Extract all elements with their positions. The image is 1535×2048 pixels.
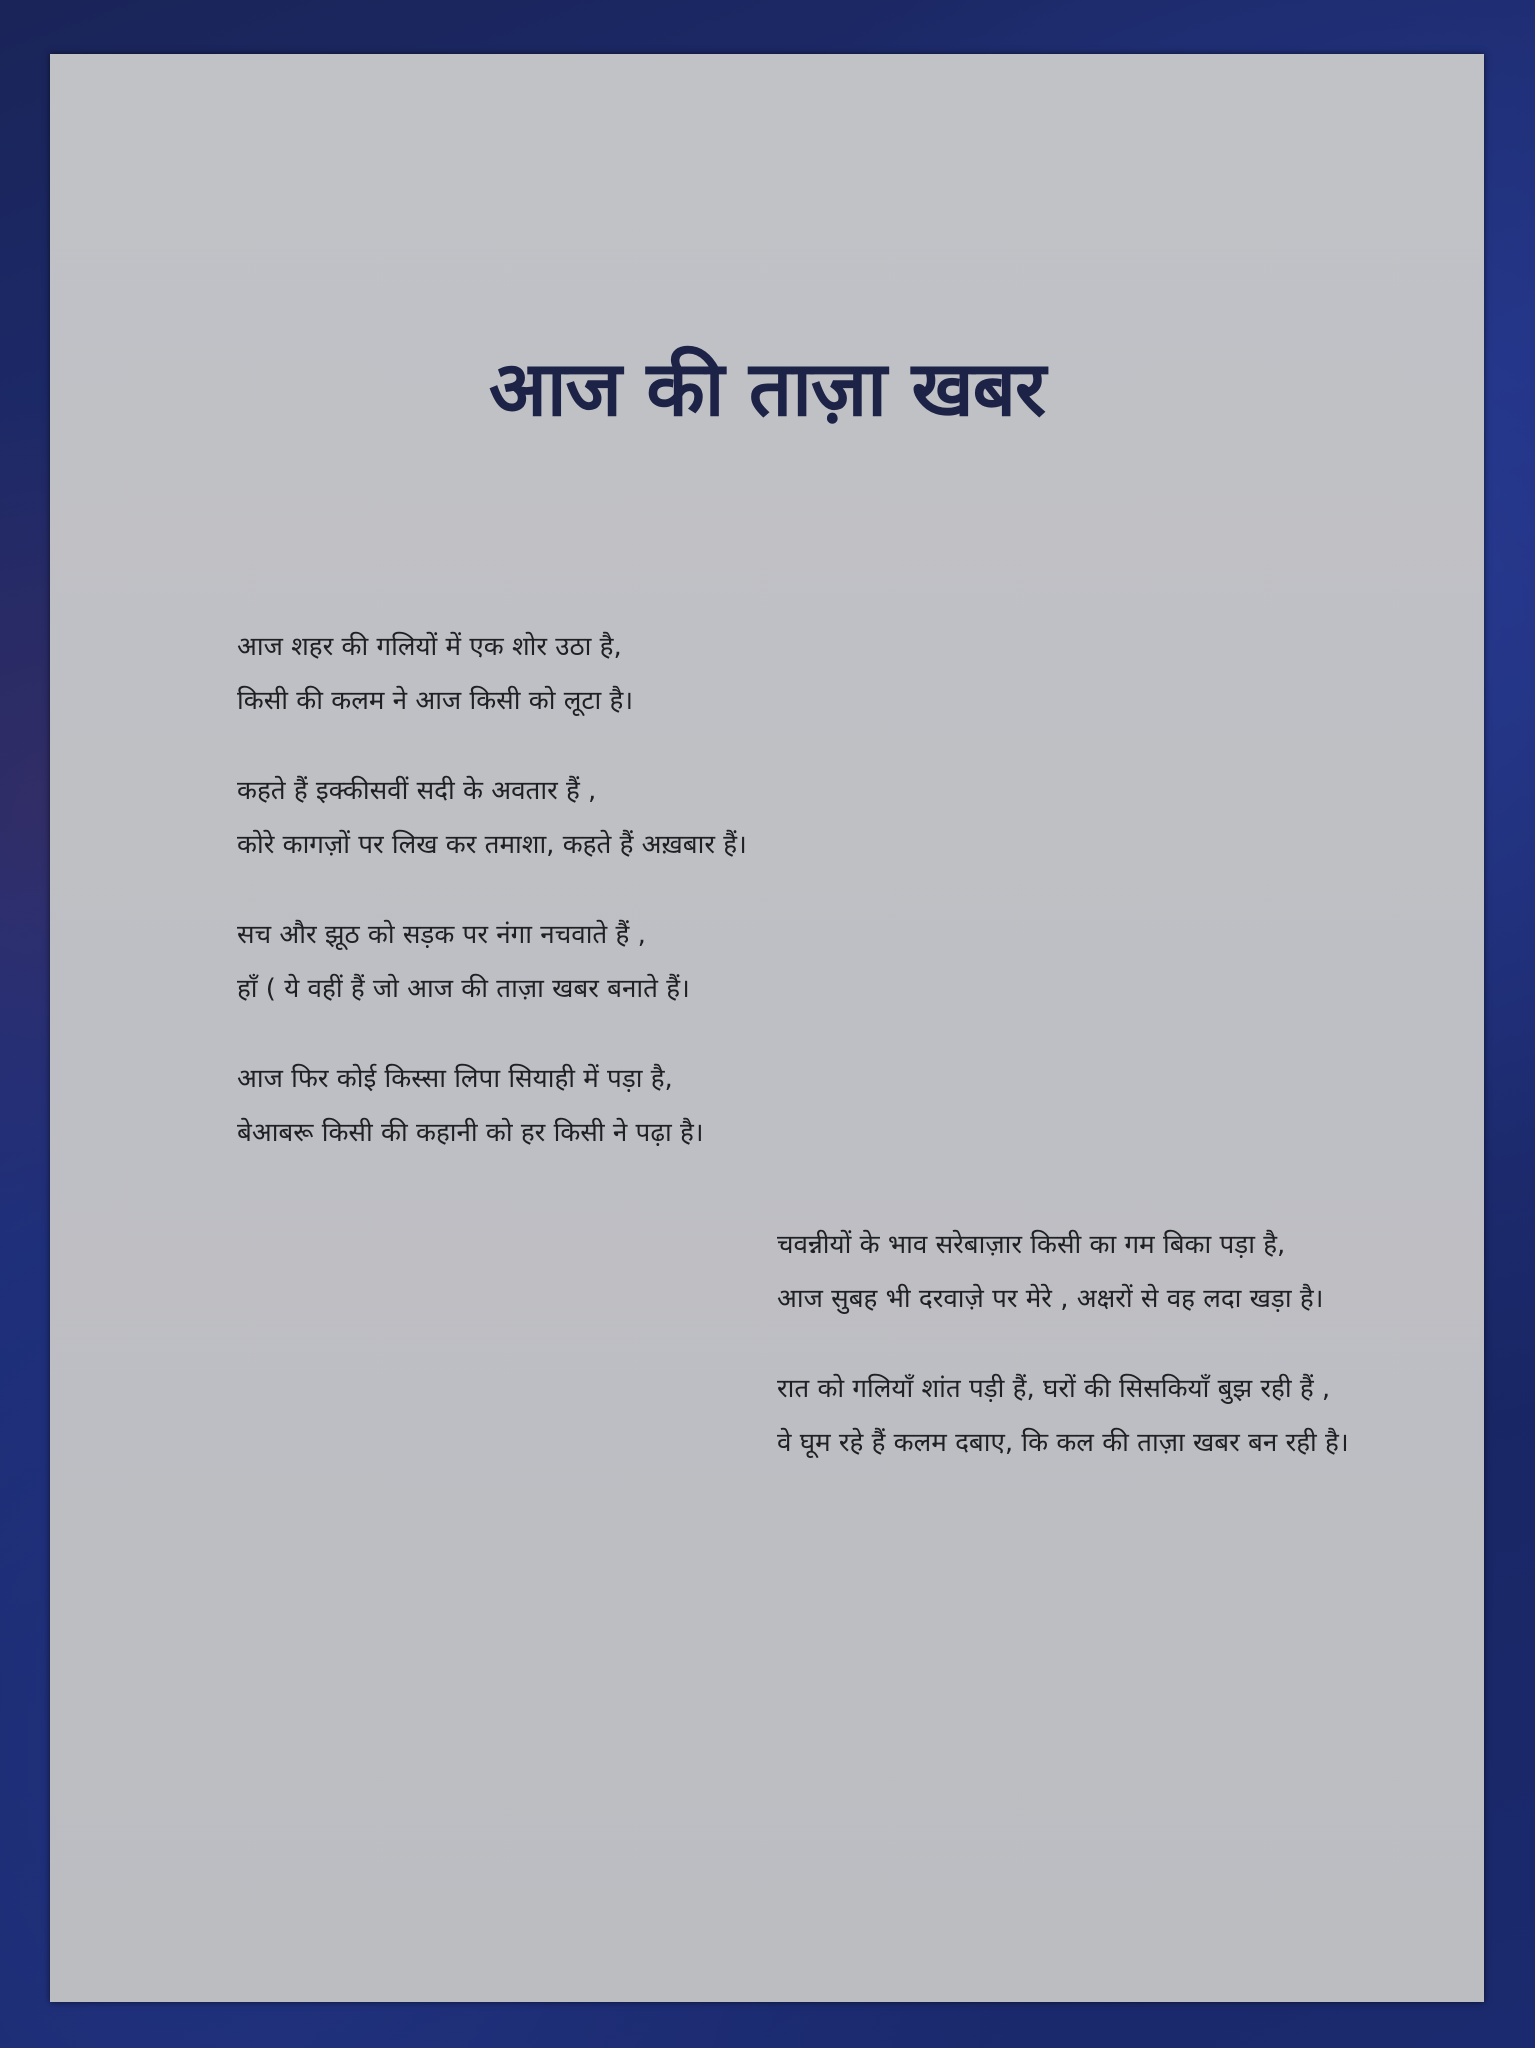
poem-page xyxy=(50,54,1484,2002)
verse-line: आज शहर की गलियों में एक शोर उठा है, xyxy=(237,632,622,662)
poem-title: आज की ताज़ा खबर xyxy=(488,344,1046,433)
verse-line: आज फिर कोई किस्सा लिपा सियाही में पड़ा है, xyxy=(237,1064,673,1094)
verse-line: सच और झूठ को सड़क पर नंगा नचवाते हैं , xyxy=(237,920,646,950)
verse-line: रात को गलियाँ शांत पड़ी हैं, घरों की सिसकियाँ बुझ रही हैं , xyxy=(777,1374,1331,1404)
verse-line: कोरे कागज़ों पर लिख कर तमाशा, कहते हैं अख़बार हैं। xyxy=(237,830,747,860)
verse-line: आज सुबह भी दरवाज़े पर मेरे , अक्षरों से वह लदा खड़ा है। xyxy=(777,1284,1324,1314)
verse-line: चवन्नीयों के भाव सरेबाज़ार किसी का गम बिका पड़ा है, xyxy=(777,1230,1286,1260)
stanza-4 xyxy=(237,1052,704,1160)
verse-line: हाँ ( ये वहीं हैं जो आज की ताज़ा खबर बनाते हैं। xyxy=(237,974,690,1004)
verse-line: किसी की कलम ने आज किसी को लूटा है। xyxy=(237,686,634,716)
verse-line: कहते हैं इक्कीसवीं सदी के अवतार हैं , xyxy=(237,776,597,806)
stanza-2 xyxy=(237,764,747,872)
verse-line: बेआबरू किसी की कहानी को हर किसी ने पढ़ा है। xyxy=(237,1118,704,1148)
stanza-6 xyxy=(777,1362,1349,1470)
verse-line: वे घूम रहे हैं कलम दबाए, कि कल की ताज़ा खबर बन रही है। xyxy=(777,1428,1349,1458)
stanza-5 xyxy=(777,1218,1324,1326)
stanza-1 xyxy=(237,620,633,728)
stanza-3 xyxy=(237,908,690,1016)
